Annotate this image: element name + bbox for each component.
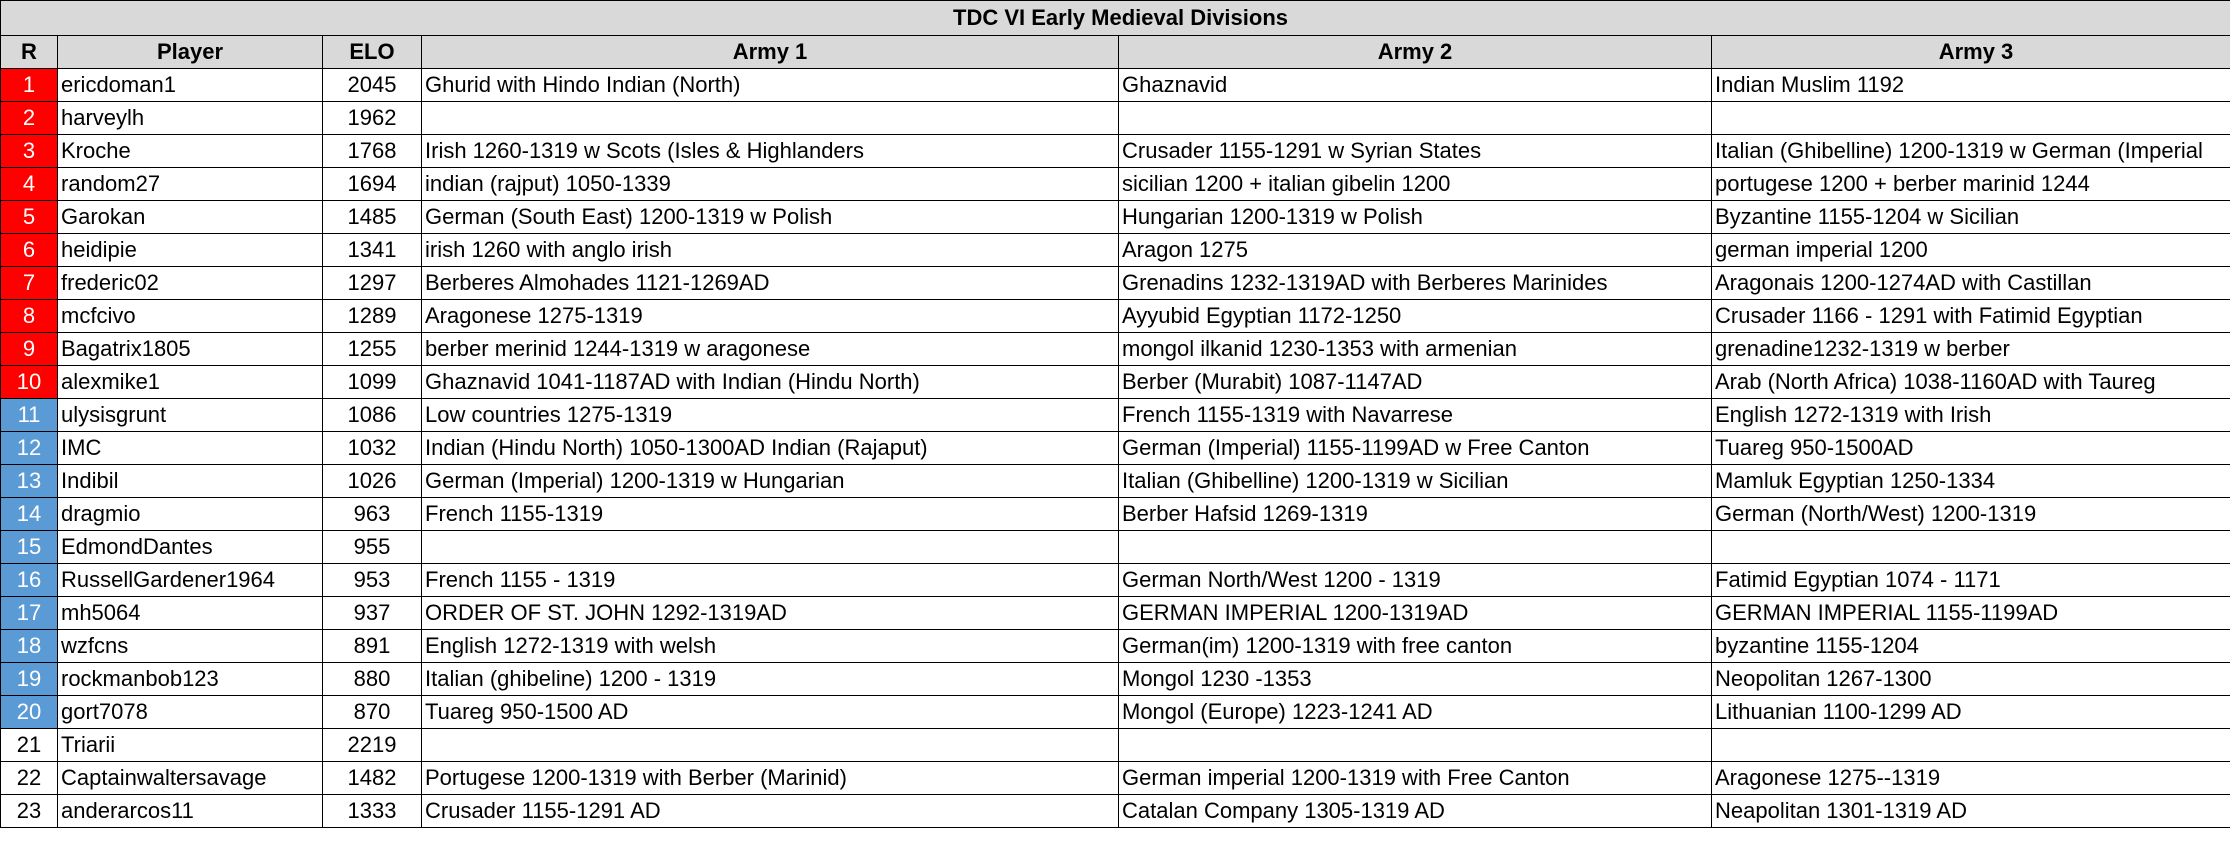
rank-cell[interactable]: 5	[1, 201, 58, 234]
player-cell[interactable]: ulysisgrunt	[58, 399, 323, 432]
army1-cell[interactable]: English 1272-1319 with welsh	[422, 630, 1119, 663]
table-row	[1, 432, 2230, 465]
army2-cell[interactable]: Grenadins 1232-1319AD with Berberes Marinides	[1119, 267, 1712, 300]
rank-cell[interactable]: 16	[1, 564, 58, 597]
header-elo: ELO	[323, 36, 422, 69]
rank-cell[interactable]: 9	[1, 333, 58, 366]
rank-cell[interactable]: 12	[1, 432, 58, 465]
rank-cell[interactable]: 23	[1, 795, 58, 828]
army2-cell[interactable]: Ayyubid Egyptian 1172-1250	[1119, 300, 1712, 333]
rank-cell[interactable]: 19	[1, 663, 58, 696]
elo-cell[interactable]: 1694	[323, 168, 422, 201]
player-cell[interactable]: Triarii	[58, 729, 323, 762]
player-cell[interactable]: rockmanbob123	[58, 663, 323, 696]
elo-cell[interactable]: 1333	[323, 795, 422, 828]
elo-cell[interactable]: 2045	[323, 69, 422, 102]
player-cell[interactable]: random27	[58, 168, 323, 201]
rank-cell[interactable]: 3	[1, 135, 58, 168]
table-row	[1, 102, 2230, 135]
table-row	[1, 531, 2230, 564]
player-cell[interactable]: Indibil	[58, 465, 323, 498]
army1-cell[interactable]: Aragonese 1275-1319	[422, 300, 1119, 333]
army2-cell[interactable]: Mongol 1230 -1353	[1119, 663, 1712, 696]
table-row	[1, 399, 2230, 432]
table-row	[1, 762, 2230, 795]
table-row	[1, 729, 2230, 762]
army3-cell[interactable]	[1712, 531, 2230, 564]
army3-cell[interactable]: Byzantine 1155-1204 w Sicilian	[1712, 201, 2230, 234]
player-cell[interactable]: harveylh	[58, 102, 323, 135]
army2-cell[interactable]: GERMAN IMPERIAL 1200-1319AD	[1119, 597, 1712, 630]
elo-cell[interactable]: 1341	[323, 234, 422, 267]
player-cell[interactable]: Garokan	[58, 201, 323, 234]
table-row	[1, 795, 2230, 828]
army1-cell[interactable]: German (South East) 1200-1319 w Polish	[422, 201, 1119, 234]
elo-cell[interactable]: 1086	[323, 399, 422, 432]
player-cell[interactable]: anderarcos11	[58, 795, 323, 828]
rank-cell[interactable]: 11	[1, 399, 58, 432]
rank-cell[interactable]: 6	[1, 234, 58, 267]
elo-cell[interactable]: 1297	[323, 267, 422, 300]
army2-cell[interactable]: Ghaznavid	[1119, 69, 1712, 102]
player-cell[interactable]: heidipie	[58, 234, 323, 267]
rank-cell[interactable]: 13	[1, 465, 58, 498]
table-row	[1, 333, 2230, 366]
player-cell[interactable]: Captainwaltersavage	[58, 762, 323, 795]
army2-cell[interactable]: French 1155-1319 with Navarrese	[1119, 399, 1712, 432]
player-cell[interactable]: mcfcivo	[58, 300, 323, 333]
army2-cell[interactable]	[1119, 102, 1712, 135]
rank-cell[interactable]: 4	[1, 168, 58, 201]
elo-cell[interactable]: 891	[323, 630, 422, 663]
army3-cell[interactable]: Aragonais 1200-1274AD with Castillan	[1712, 267, 2230, 300]
player-cell[interactable]: EdmondDantes	[58, 531, 323, 564]
elo-cell[interactable]: 963	[323, 498, 422, 531]
army2-cell[interactable]: German imperial 1200-1319 with Free Canton	[1119, 762, 1712, 795]
army2-cell[interactable]: German (Imperial) 1155-1199AD w Free Canton	[1119, 432, 1712, 465]
elo-cell[interactable]: 955	[323, 531, 422, 564]
rank-cell[interactable]: 18	[1, 630, 58, 663]
army3-cell[interactable]: Mamluk Egyptian 1250-1334	[1712, 465, 2230, 498]
table-row	[1, 300, 2230, 333]
army2-cell[interactable]: Catalan Company 1305-1319 AD	[1119, 795, 1712, 828]
army1-cell[interactable]: French 1155-1319	[422, 498, 1119, 531]
table-row	[1, 597, 2230, 630]
rank-cell[interactable]: 15	[1, 531, 58, 564]
army1-cell[interactable]: German (Imperial) 1200-1319 w Hungarian	[422, 465, 1119, 498]
army2-cell[interactable]: mongol ilkanid 1230-1353 with armenian	[1119, 333, 1712, 366]
title-row	[1, 1, 2230, 36]
header-player: Player	[58, 36, 323, 69]
army2-cell[interactable]: German North/West 1200 - 1319	[1119, 564, 1712, 597]
army1-cell[interactable]: Portugese 1200-1319 with Berber (Marinid)	[422, 762, 1119, 795]
army3-cell[interactable]: Neopolitan 1267-1300	[1712, 663, 2230, 696]
table-row	[1, 465, 2230, 498]
army2-cell[interactable]: Italian (Ghibelline) 1200-1319 w Sicilian	[1119, 465, 1712, 498]
army1-cell[interactable]: irish 1260 with anglo irish	[422, 234, 1119, 267]
elo-cell[interactable]: 1768	[323, 135, 422, 168]
army3-cell[interactable]: Neapolitan 1301-1319 AD	[1712, 795, 2230, 828]
table-row	[1, 630, 2230, 663]
player-cell[interactable]: ericdoman1	[58, 69, 323, 102]
elo-cell[interactable]: 1482	[323, 762, 422, 795]
army3-cell[interactable]: Aragonese 1275--1319	[1712, 762, 2230, 795]
army1-cell[interactable]: berber merinid 1244-1319 w aragonese	[422, 333, 1119, 366]
army2-cell[interactable]	[1119, 531, 1712, 564]
army3-cell[interactable]: German (North/West) 1200-1319	[1712, 498, 2230, 531]
rank-cell[interactable]: 14	[1, 498, 58, 531]
table-row	[1, 135, 2230, 168]
army3-cell[interactable]: Tuareg 950-1500AD	[1712, 432, 2230, 465]
army3-cell[interactable]: byzantine 1155-1204	[1712, 630, 2230, 663]
elo-cell[interactable]: 1289	[323, 300, 422, 333]
header-army3: Army 3	[1712, 36, 2230, 69]
player-cell[interactable]: Bagatrix1805	[58, 333, 323, 366]
rank-cell[interactable]: 20	[1, 696, 58, 729]
table-row	[1, 498, 2230, 531]
table-row	[1, 663, 2230, 696]
rank-cell[interactable]: 21	[1, 729, 58, 762]
army2-cell[interactable]: German(im) 1200-1319 with free canton	[1119, 630, 1712, 663]
army2-cell[interactable]: Berber Hafsid 1269-1319	[1119, 498, 1712, 531]
army1-cell[interactable]: indian (rajput) 1050-1339	[422, 168, 1119, 201]
rank-cell[interactable]: 22	[1, 762, 58, 795]
army3-cell[interactable]: English 1272-1319 with Irish	[1712, 399, 2230, 432]
table-title: TDC VI Early Medieval Divisions	[1, 1, 2230, 36]
player-cell[interactable]: gort7078	[58, 696, 323, 729]
header-rank: R	[1, 36, 58, 69]
army2-cell[interactable]: Aragon 1275	[1119, 234, 1712, 267]
army3-cell[interactable]: Arab (North Africa) 1038-1160AD with Taureg	[1712, 366, 2230, 399]
rank-cell[interactable]: 10	[1, 366, 58, 399]
army2-cell[interactable]: Crusader 1155-1291 w Syrian States	[1119, 135, 1712, 168]
header-row	[1, 36, 2230, 69]
army1-cell[interactable]: Tuareg 950-1500 AD	[422, 696, 1119, 729]
army1-cell[interactable]: Ghurid with Hindo Indian (North)	[422, 69, 1119, 102]
table-row	[1, 69, 2230, 102]
elo-cell[interactable]: 1026	[323, 465, 422, 498]
army1-cell[interactable]: Crusader 1155-1291 AD	[422, 795, 1119, 828]
rank-cell[interactable]: 7	[1, 267, 58, 300]
army1-cell[interactable]: Italian (ghibeline) 1200 - 1319	[422, 663, 1119, 696]
elo-cell[interactable]: 1032	[323, 432, 422, 465]
header-army1: Army 1	[422, 36, 1119, 69]
army3-cell[interactable]: german imperial 1200	[1712, 234, 2230, 267]
table-row	[1, 696, 2230, 729]
rank-cell[interactable]: 2	[1, 102, 58, 135]
rank-cell[interactable]: 8	[1, 300, 58, 333]
table-row	[1, 168, 2230, 201]
army1-cell[interactable]	[422, 729, 1119, 762]
table-row	[1, 234, 2230, 267]
army1-cell[interactable]: Irish 1260-1319 w Scots (Isles & Highlanders	[422, 135, 1119, 168]
elo-cell[interactable]: 880	[323, 663, 422, 696]
army3-cell[interactable]: Indian Muslim 1192	[1712, 69, 2230, 102]
player-cell[interactable]: Kroche	[58, 135, 323, 168]
army2-cell[interactable]: Mongol (Europe) 1223-1241 AD	[1119, 696, 1712, 729]
elo-cell[interactable]: 2219	[323, 729, 422, 762]
table-row	[1, 267, 2230, 300]
army3-cell[interactable]: Italian (Ghibelline) 1200-1319 w German (Imperial	[1712, 135, 2230, 168]
army1-cell[interactable]: Indian (Hindu North) 1050-1300AD Indian (Rajaput)	[422, 432, 1119, 465]
table-row	[1, 366, 2230, 399]
army2-cell[interactable]: Berber (Murabit) 1087-1147AD	[1119, 366, 1712, 399]
army1-cell[interactable]: Berberes Almohades 1121-1269AD	[422, 267, 1119, 300]
rank-cell[interactable]: 1	[1, 69, 58, 102]
army3-cell[interactable]: Lithuanian 1100-1299 AD	[1712, 696, 2230, 729]
army3-cell[interactable]: portugese 1200 + berber marinid 1244	[1712, 168, 2230, 201]
elo-cell[interactable]: 1962	[323, 102, 422, 135]
player-cell[interactable]: RussellGardener1964	[58, 564, 323, 597]
rank-cell[interactable]: 17	[1, 597, 58, 630]
table-row	[1, 201, 2230, 234]
army3-cell[interactable]: grenadine1232-1319 w berber	[1712, 333, 2230, 366]
player-cell[interactable]: mh5064	[58, 597, 323, 630]
army3-cell[interactable]: GERMAN IMPERIAL 1155-1199AD	[1712, 597, 2230, 630]
elo-cell[interactable]: 937	[323, 597, 422, 630]
army3-cell[interactable]	[1712, 102, 2230, 135]
elo-cell[interactable]: 1485	[323, 201, 422, 234]
army1-cell[interactable]: Low countries 1275-1319	[422, 399, 1119, 432]
army1-cell[interactable]: French 1155 - 1319	[422, 564, 1119, 597]
header-army2: Army 2	[1119, 36, 1712, 69]
army3-cell[interactable]: Fatimid Egyptian 1074 - 1171	[1712, 564, 2230, 597]
army1-cell[interactable]: ORDER OF ST. JOHN 1292-1319AD	[422, 597, 1119, 630]
elo-cell[interactable]: 953	[323, 564, 422, 597]
player-cell[interactable]: alexmike1	[58, 366, 323, 399]
army2-cell[interactable]: Hungarian 1200-1319 w Polish	[1119, 201, 1712, 234]
army2-cell[interactable]	[1119, 729, 1712, 762]
player-cell[interactable]: wzfcns	[58, 630, 323, 663]
player-cell[interactable]: IMC	[58, 432, 323, 465]
army3-cell[interactable]: Crusader 1166 - 1291 with Fatimid Egyptian	[1712, 300, 2230, 333]
player-cell[interactable]: dragmio	[58, 498, 323, 531]
army1-cell[interactable]	[422, 531, 1119, 564]
elo-cell[interactable]: 1255	[323, 333, 422, 366]
elo-cell[interactable]: 870	[323, 696, 422, 729]
army3-cell[interactable]	[1712, 729, 2230, 762]
player-cell[interactable]: frederic02	[58, 267, 323, 300]
army1-cell[interactable]	[422, 102, 1119, 135]
army1-cell[interactable]: Ghaznavid 1041-1187AD with Indian (Hindu North)	[422, 366, 1119, 399]
elo-cell[interactable]: 1099	[323, 366, 422, 399]
table-body	[1, 69, 2230, 828]
army2-cell[interactable]: sicilian 1200 + italian gibelin 1200	[1119, 168, 1712, 201]
table-row	[1, 564, 2230, 597]
